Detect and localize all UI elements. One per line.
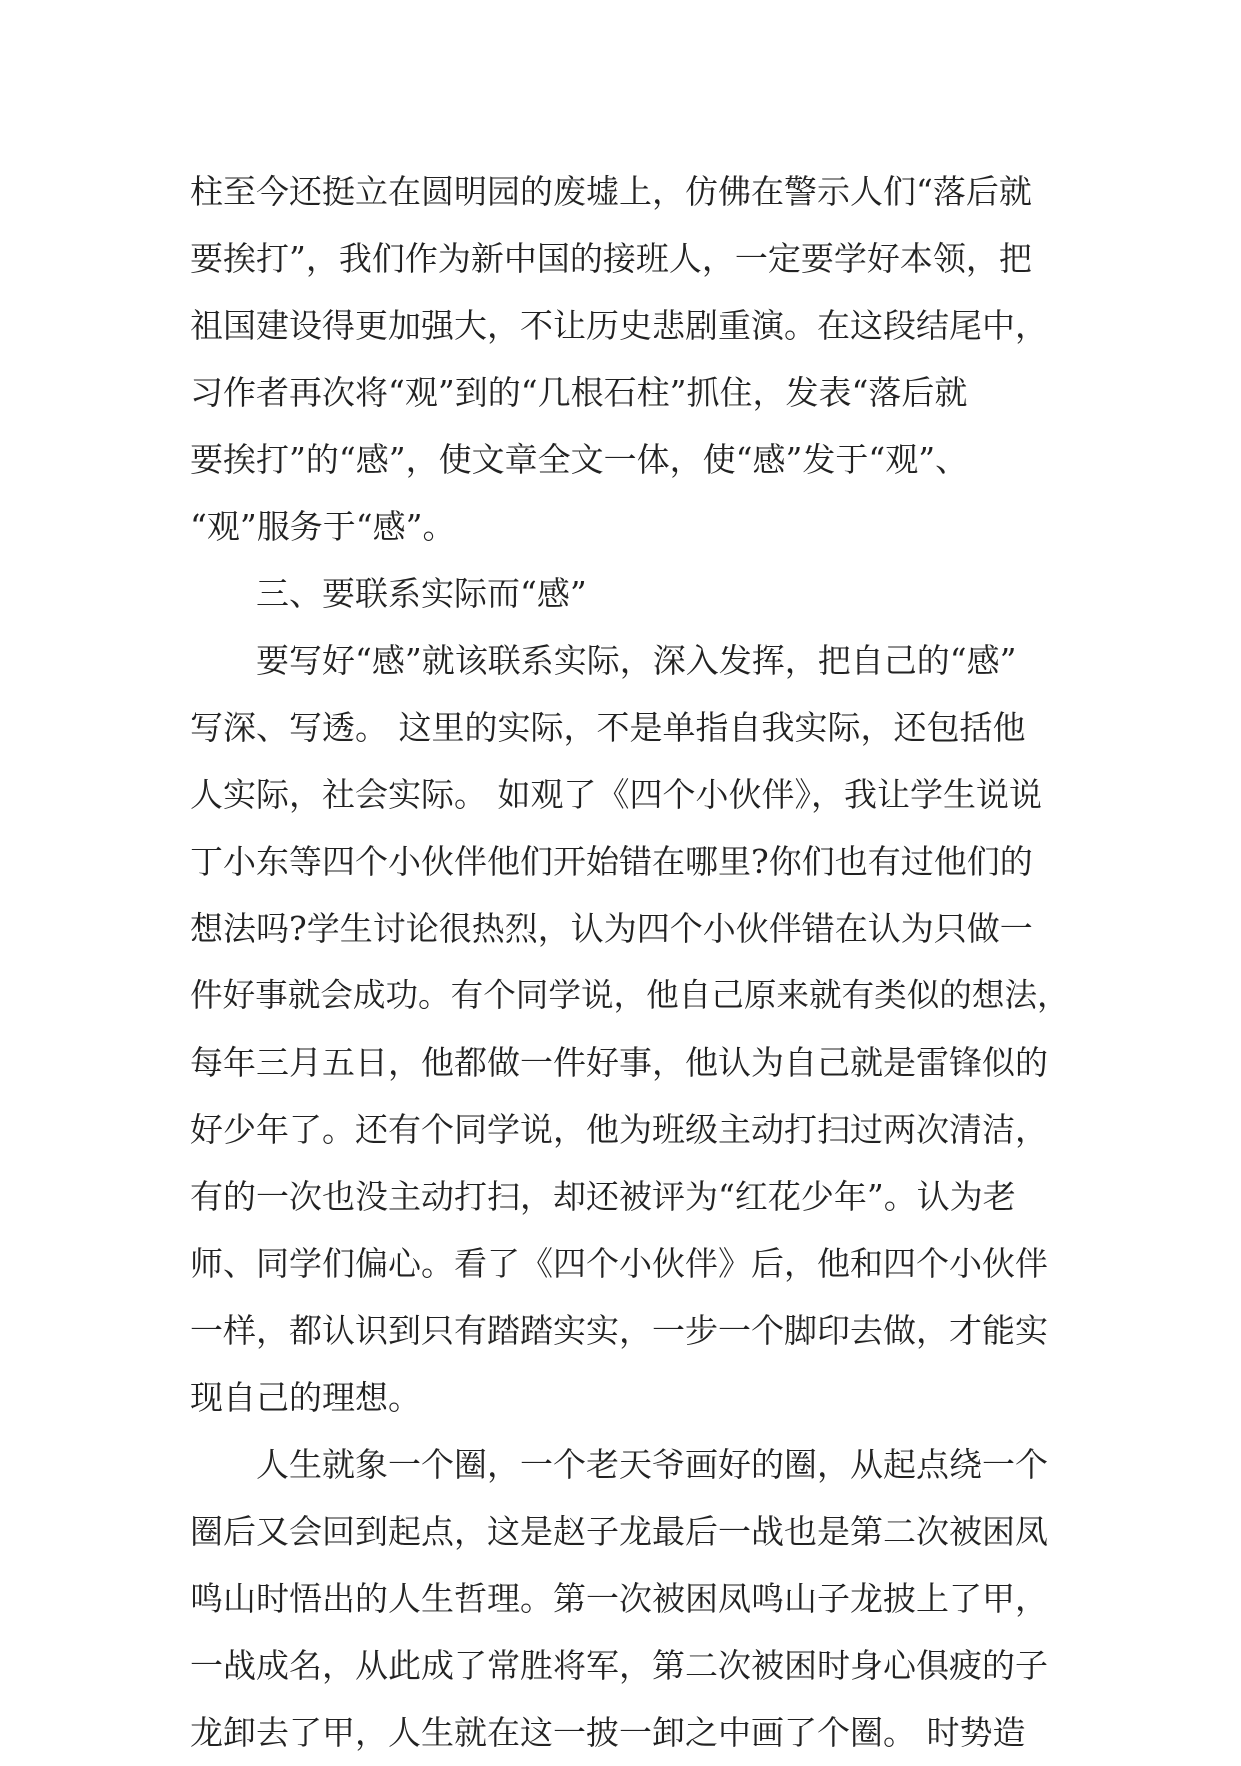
text-line: 鸣山时悟出的人生哲理。第一次被困凤鸣山子龙披上了甲， bbox=[190, 1579, 1048, 1618]
text-line: 要挨打”，我们作为新中国的接班人，一定要学好本领，把 bbox=[190, 239, 1032, 278]
text-line: 柱至今还挺立在圆明园的废墟上，仿佛在警示人们“落后就 bbox=[190, 172, 1032, 211]
text-line: 要挨打”的“感”，使文章全文一体，使“感”发于“观”、 bbox=[190, 440, 969, 479]
text-line: 件好事就会成功。有个同学说，他自己原来就有类似的想法， bbox=[190, 976, 1070, 1014]
text-line: 人生就象一个圈，一个老天爷画好的圈，从起点绕一个 bbox=[256, 1445, 1048, 1484]
text-line: 好少年了。还有个同学说，他为班级主动打扫过两次清洁， bbox=[190, 1110, 1048, 1149]
section-heading: 三、要联系实际而“感” bbox=[256, 574, 587, 613]
text-line: “观”服务于“感”。 bbox=[190, 507, 456, 546]
text-line: 师、同学们偏心。看了《四个小伙伴》后，他和四个小伙伴 bbox=[190, 1244, 1048, 1283]
text-line: 现自己的理想。 bbox=[190, 1378, 421, 1417]
text-line: 龙卸去了甲，人生就在这一披一卸之中画了个圈。 时势造 bbox=[190, 1713, 1026, 1752]
text-line: 写深、写透。 这里的实际，不是单指自我实际，还包括他 bbox=[190, 708, 1026, 747]
text-line: 每年三月五日，他都做一件好事，他认为自己就是雷锋似的 bbox=[190, 1043, 1048, 1082]
text-line: 祖国建设得更加强大，不让历史悲剧重演。在这段结尾中， bbox=[190, 306, 1048, 345]
text-line: 习作者再次将“观”到的“几根石柱”抓住，发表“落后就 bbox=[190, 373, 968, 412]
text-line: 一战成名，从此成了常胜将军，第二次被困时身心俱疲的子 bbox=[190, 1646, 1048, 1685]
text-line: 有的一次也没主动打扫，却还被评为“红花少年”。认为老 bbox=[190, 1177, 1016, 1216]
text-line: 要写好“感”就该联系实际，深入发挥，把自己的“感” bbox=[256, 641, 1017, 680]
text-line: 一样，都认识到只有踏踏实实，一步一个脚印去做，才能实 bbox=[190, 1311, 1048, 1350]
text-line: 想法吗?学生讨论很热烈，认为四个小伙伴错在认为只做一 bbox=[190, 909, 1033, 948]
text-line: 丁小东等四个小伙伴他们开始错在哪里?你们也有过他们的 bbox=[190, 842, 1033, 881]
text-line: 圈后又会回到起点，这是赵子龙最后一战也是第二次被困凤 bbox=[190, 1512, 1048, 1551]
text-line: 人实际，社会实际。 如观了《四个小伙伴》，我让学生说说 bbox=[190, 775, 1042, 814]
body-text bbox=[190, 158, 1070, 1766]
